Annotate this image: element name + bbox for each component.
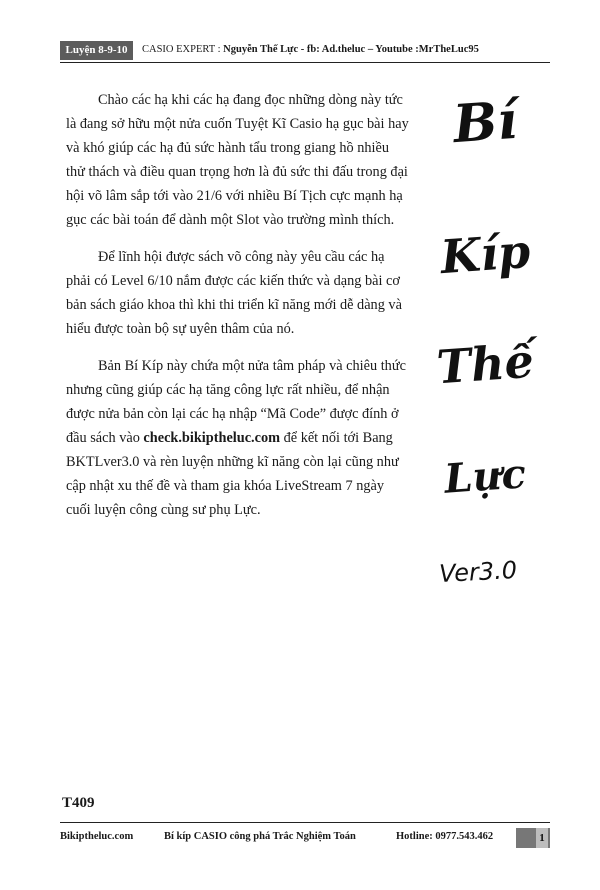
calligraphy-bi: Bí [451,89,520,156]
calligraphy-title [430,80,540,600]
footer-site: Bikiptheluc.com [60,831,134,842]
paragraph-3 [66,354,411,522]
code-label: T409 [62,795,95,811]
header-tag: Luyện 8-9-10 [60,41,133,60]
footer-rule [60,822,550,823]
header-text [142,42,479,58]
page-number [516,828,550,848]
paragraph-3-after: để kết nối tới Bang BKTLver3.0 và rèn luyện những kĩ năng còn lại cũng như cập nhật xu thế đề và tham gia khóa LiveStream 7 ngày cuối luyện công cùng sư phụ Lực. [66,430,399,518]
calligraphy-svg [430,80,540,600]
header-brand: CASIO EXPERT : [142,44,224,55]
calligraphy-luc: Lực [442,450,528,503]
body-text [66,88,411,535]
calligraphy-kip: Kíp [438,223,532,285]
calligraphy-the: Thế [435,333,536,395]
page-footer [60,828,550,848]
paragraph-2: Để lĩnh hội được sách võ công này yêu cầu các hạ phải có Level 6/10 nắm được các kiến thức và dạng bài cơ bản sách giáo khoa thì khi thi triển kĩ năng mới dễ dàng và hiểu được toàn bộ sự uyên thâm của nó. [66,249,402,337]
header-author: Nguyễn Thế Lực [223,44,299,55]
check-link: check.bikiptheluc.com [143,430,281,446]
header-contacts: - fb: Ad.theluc – Youtube :MrTheLuc95 [298,44,479,55]
header-rule [60,62,550,63]
paragraph-1: Chào các hạ khi các hạ đang đọc những dòng này tức là đang sở hữu một nửa cuốn Tuyệt Kĩ Casio hạ gục bài hay và khó giúp các hạ đủ sức hành tẩu trong giang hồ nhiều thử thách và điều quan trọng hơn là đủ sức thi đấu trong đại hội võ lâm sắp tới vào 21/6 với nhiều Bí Tịch cực mạnh hạ gục các bài toán để dành một Slot vào trường mình thích. [66,92,409,228]
page-number-value: 1 [536,828,548,848]
footer-title: Bí kíp CASIO công phá Trắc Nghiệm Toán [164,831,356,842]
page-header [60,39,550,63]
calligraphy-version: Ver3.0 [438,555,518,589]
paragraph-3-before: Bản Bí Kíp này chứa một nửa tâm pháp và chiêu thức nhưng cũng giúp các hạ tăng công lực rất nhiều, để nhận được nửa bản còn lại các hạ nhập “Mã Code” được đính ở đầu sách vào [66,358,406,446]
footer-hotline: Hotline: 0977.543.462 [396,831,494,842]
